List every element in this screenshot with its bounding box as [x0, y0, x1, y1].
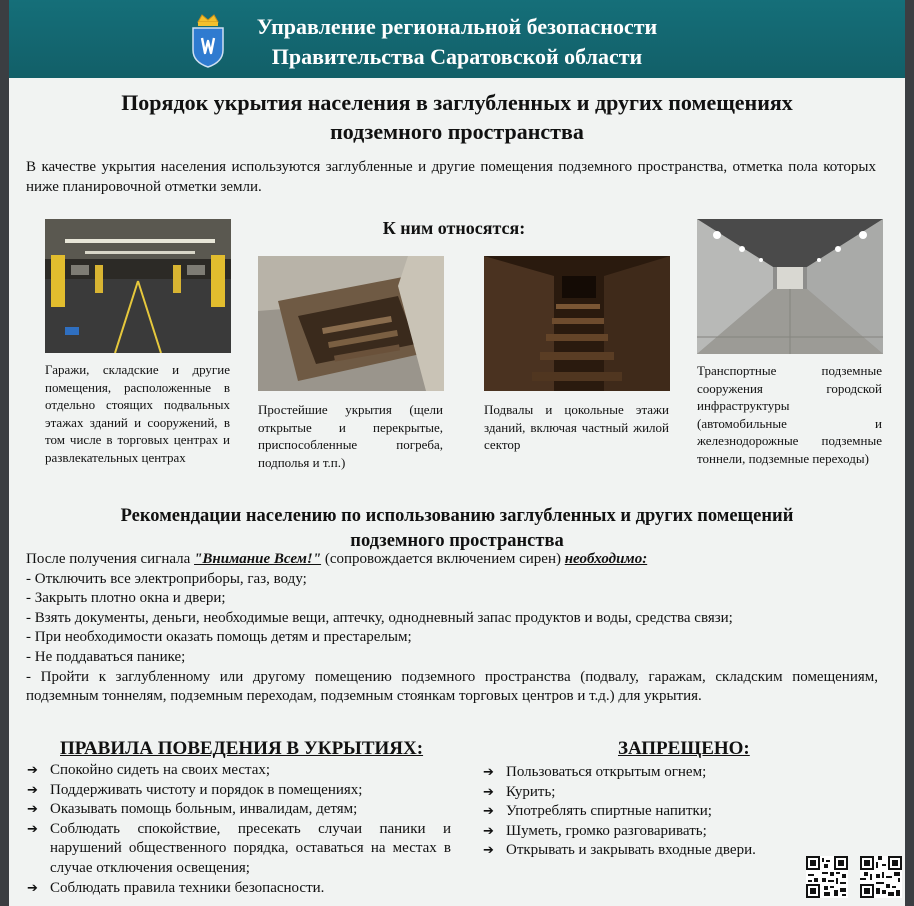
caption-basements: Подвалы и цокольные этажи зданий, включая частный жилой сектор — [484, 402, 669, 452]
recommendation-item: - При необходимости оказать помощь детям и престарелым; — [26, 629, 412, 646]
list-item: ➔ Шуметь, громко разговаривать; — [483, 822, 803, 842]
arrow-icon: ➔ — [483, 804, 494, 820]
qr-code-icon[interactable] — [860, 856, 902, 898]
list-item: ➔ Употреблять спиртные напитки; — [483, 802, 803, 822]
intro-paragraph: В качестве укрытия населения используются заглубленные и другие помещения подземного пространства, отметка пола которых ниже планировочной отметки земли. — [26, 159, 876, 195]
section-subtitle: К ним относятся: — [382, 218, 526, 238]
list-item: ➔ Оказывать помощь больным, инвалидам, детям; — [27, 800, 451, 820]
qr-code-icon[interactable] — [806, 856, 848, 898]
forbidden-list — [483, 763, 803, 861]
rules-list — [27, 761, 451, 898]
arrow-icon: ➔ — [27, 821, 38, 837]
recommendation-item: - Пройти к заглубленному или другому помещению подземного пространства (подвалу, гаражам, складским помещениям, подземным тоннелям, подземным переходам, подземным стоянкам торговых центров и т.д.) для укрытия. — [26, 668, 878, 705]
arrow-icon: ➔ — [27, 782, 38, 798]
caption-transport-structures: Транспортные подземные сооружения городской инфраструктуры (автомобильные и железнодорожные подземные тоннели, подземные переходы) — [697, 363, 882, 466]
arrow-icon: ➔ — [483, 823, 494, 839]
page-title — [49, 88, 865, 146]
recommendation-item: - Взять документы, деньги, необходимые вещи, аптечку, однодневный запас продуктов и воды, средства связи; — [26, 609, 733, 626]
signal-line: После получения сигнала "Внимание Всем!" (сопровождается включением сирен) необходимо: — [26, 551, 648, 567]
photo-simple-shelter — [258, 256, 444, 391]
rules-title: ПРАВИЛА ПОВЕДЕНИЯ В УКРЫТИЯХ: — [60, 738, 424, 759]
list-item: ➔ Курить; — [483, 783, 803, 803]
photo-basement-stairs — [484, 256, 670, 391]
arrow-icon: ➔ — [483, 843, 494, 859]
arrow-icon: ➔ — [483, 765, 494, 780]
list-item: ➔ Соблюдать правила техники безопасности. — [27, 879, 451, 899]
list-item: ➔ Соблюдать спокойствие, пресекать случаи паники и нарушений общественного порядка, оставаться на местах в случае отключения освещения; — [27, 820, 451, 876]
page-title-line2: подземного пространства — [330, 119, 584, 144]
recommendation-item: - Закрыть плотно окна и двери; — [26, 590, 226, 607]
caption-simple-shelters: Простейшие укрытия (щели открытые и перекрытые, приспособленные погреба, подполья и т.п.) — [258, 402, 443, 470]
header-title-line1: Управление региональной безопасности — [256, 14, 658, 39]
header-banner — [9, 0, 905, 78]
photo-underground-garage — [45, 219, 231, 353]
arrow-icon: ➔ — [27, 880, 38, 896]
signal-needed: необходимо: — [564, 551, 648, 567]
page-title-line1: Порядок укрытия населения в заглубленных и других помещениях — [121, 90, 793, 115]
photo-pedestrian-tunnel — [697, 219, 883, 354]
list-item: ➔ Пользоваться открытым огнем; — [483, 763, 803, 783]
list-item: ➔ Поддерживать чистоту и порядок в помещениях; — [27, 781, 451, 801]
list-item: ➔ Спокойно сидеть на своих местах; — [27, 761, 451, 781]
arrow-icon: ➔ — [27, 763, 38, 778]
caption-garages: Гаражи, складские и другие помещения, расположенные в отдельно стоящих подвальных этажах зданий и сооружений, в том числе в торговых центрах и развлекательных центрах — [45, 362, 230, 465]
recommendation-item: - Не поддаваться панике; — [26, 648, 186, 665]
header-title-line2: Правительства Саратовской области — [271, 44, 643, 69]
poster — [9, 0, 905, 906]
recommendations-title-line1: Рекомендации населению по использованию заглубленных и других помещений — [120, 506, 794, 526]
recommendations-title — [69, 504, 845, 554]
recommendations-body — [26, 550, 878, 707]
arrow-icon: ➔ — [27, 802, 38, 818]
arrow-icon: ➔ — [483, 784, 494, 800]
list-item: ➔ Открывать и закрывать входные двери. — [483, 841, 803, 861]
recommendations-title-line2: подземного пространства — [350, 531, 564, 551]
saratov-coat-of-arms-icon — [190, 12, 226, 68]
header-title — [227, 12, 687, 72]
forbidden-title: ЗАПРЕЩЕНО: — [618, 738, 750, 759]
recommendation-item: - Отключить все электроприборы, газ, воду; — [26, 570, 307, 587]
signal-name: "Внимание Всем!" — [194, 551, 322, 567]
